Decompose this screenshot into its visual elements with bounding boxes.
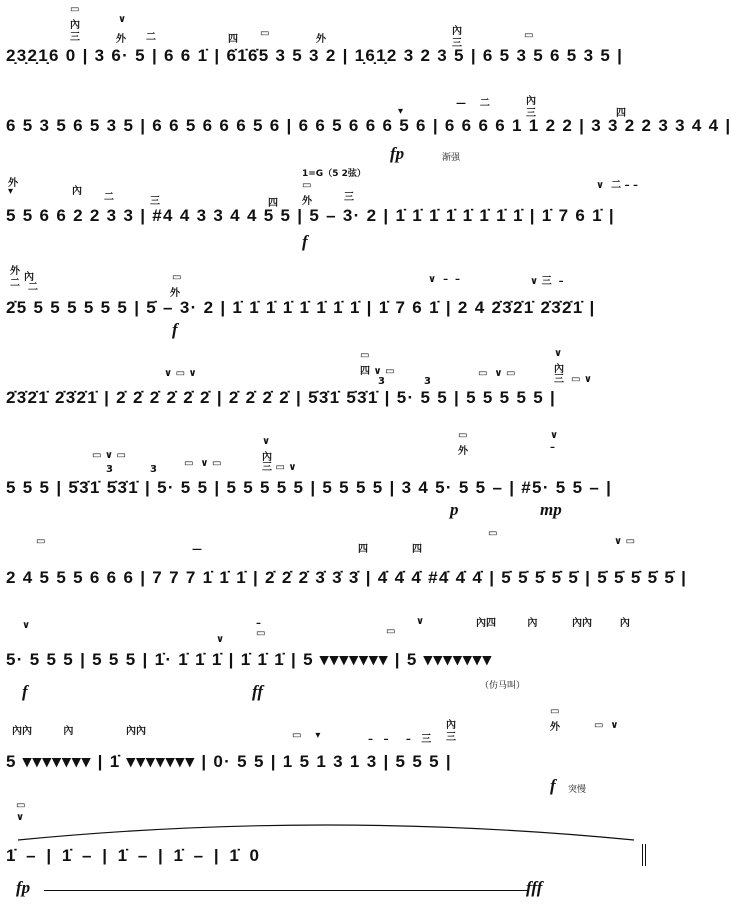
line-4-notes: 2̇5 5 5 5 5 5 5 | 5̇ – 3· 2 | 1̇ 1̇ 1̇ 1̇ 1̇ 1̇ 1̇ 1̇ | 1̇ 7 6 1̇ | 2 4 2̇3̇2̇1̇ 2̇3̇2̇1̇ | — [6, 298, 596, 317]
dynamic-fff: fff — [526, 878, 543, 897]
staff-line-6: ▭ ∨ ▭ 3 3 ▭ ∨ ▭ ∨ 內 三 ▭ ∨ ▭ 外 ∨ – 5 5 5 | 5̇3̇1̇ 5̇3̇1̇ | 5· 5 5 | 5 5 5 5 5 | 5 5 5 5 | 3 4 5· 5 5 – | #5· 5 5 – | p mp — [6, 430, 613, 519]
final-barline — [642, 844, 649, 866]
dynamic-fp-2: fp — [16, 878, 31, 897]
crescendo-text: 渐强 — [442, 153, 461, 163]
sudden-slow-text: 突慢 — [568, 785, 587, 795]
crescendo-line — [44, 890, 528, 891]
dynamic-f: f — [302, 232, 308, 251]
line-7-notes: 2 4 5 5 5 6 6 6 | 7 7 7 1̇ 1̇ 1̇ | 2̇ 2̇ 2̇ 3̇ 3̇ 3̇ | 4̇ 4̇ 4̇ #4̇ 4̇ 4̇ | 5̇ 5̇ 5̇ 5̇ 5̇ | 5̇ 5̇ 5̇ 5̇ 5̇ | — [6, 568, 688, 587]
line-1-notes: 2̣3̣2̣1̣6 0 | 3 6· 5 | 6 6 1̇ | 6̇1̇6̇5 3 5 3 2 | 1̣6̣1̣2 3 2 3 5 | 6 5 3 5 6 5 3 5 | — [6, 46, 624, 65]
staff-line-9: 內內 內 內內 ▭ ▾ – – – 三 內 三 ▭ 外 ▭ ∨ 5 ▾▾▾▾▾▾▾ | 1̇ ▾▾▾▾▾▾▾ | 0· 5 5 | 1 5 1 3 1 3 | 5 5 5 | f 突慢 — [6, 706, 619, 795]
line-6-notes: 5 5 5 | 5̇3̇1̇ 5̇3̇1̇ | 5· 5 5 | 5 5 5 5 5 | 5 5 5 5 | 3 4 5· 5 5 – | #5· 5 5 – | — [6, 478, 613, 497]
line-10-notes: 1̇ – | 1̇ – | 1̇ – | 1̇ – | 1̇ 0 — [6, 846, 262, 865]
dynamic-f-4: f — [550, 776, 556, 795]
dynamic-fp: fp — [390, 144, 405, 163]
staff-line-2: — 二 內 三 四 ▾ 6 5 3 5 6 5 3 5 | 6 6 5 6 6 6 5 6 | 6 6 5 6 6 6 5 6 | 6 6 6 6 1 1 2 2 | 3 3 2 2 3 3 4 4 | fp 渐强 — [6, 96, 731, 163]
staff-line-7: ▭ — 四 四 ▭ ∨ ▭ 2 4 5 5 5 6 6 6 | 7 7 7 1̇ 1̇ 1̇ | 2̇ 2̇ 2̇ 3̇ 3̇ 3̇ | 4̇ 4̇ 4̇ #4̇ 4̇ 4̇ | 5̇ 5̇ 5̇ 5̇ 5̇ | 5̇ 5̇ 5̇ 5̇ 5̇ | — [6, 528, 688, 587]
staff-line-4: 外 二 內 二 ▭ 外 ∨ – – ∨ 三 – 2̇5 5 5 5 5 5 5 | 5̇ – 3· 2 | 1̇ 1̇ 1̇ 1̇ 1̇ 1̇ 1̇ 1̇ | 1̇ 7 6 1̇ | 2 4 2̇3̇2̇1̇ 2̇3̇2̇1̇ | f — [6, 266, 596, 339]
dynamic-ff: ff — [252, 682, 264, 701]
staff-line-1: ▭ 內 三 ∨ 外 二 四 ▭ 外 內 三 ▭ 2̣3̣2̣1̣6 0 | 3 6· 5 | 6 6 1̇ | 6̇1̇6̇5 3 5 3 2 | 1̣6̣1̣2 3 2 3 5 | 6 5 3 5 6 5 3 5 | — [6, 4, 624, 65]
line-2-notes: 6 5 3 5 6 5 3 5 | 6 6 5 6 6 6 5 6 | 6 6 5 6 6 6 5 6 | 6 6 6 6 1 1 2 2 | 3 3 2 2 3 3 4 4 | — [6, 116, 731, 135]
dynamic-p: p — [450, 500, 459, 519]
line-5-notes: 2̇3̇2̇1̇ 2̇3̇2̇1̇ | 2̇ 2̇ 2̇ 2̇ 2̇ 2̇ | 2̇ 2̇ 2̇ 2̇ | 5̇3̇1̇ 5̇3̇1̇ | 5· 5 5 | 5 5 5 5 5 | — [6, 388, 557, 407]
imitate-horse-text: （仿马叫） — [480, 681, 526, 691]
staff-line-5: ∨ ▭ ∨ ▭ 四 ∨ ▭ 3 3 ▭ ∨ ▭ ∨ 內 三 ▭ ∨ 2̇3̇2̇1̇ 2̇3̇2̇1̇ | 2̇ 2̇ 2̇ 2̇ 2̇ 2̇ | 2̇ 2̇ 2̇ 2̇ | 5̇3̇1̇ 5̇3̇1̇ | 5· 5 5 | 5 5 5 5 5 | — [6, 348, 593, 407]
line-3-notes: 5 5 6 6 2 2 3 3 | #4 4 3 3 4 4 5 5 | 5 – 3· 2 | 1̇ 1̇ 1̇ 1̇ 1̇ 1̇ 1̇ 1̇ | 1̇ 7 6 1̇ | — [6, 206, 615, 225]
staff-line-10: ▭ ∨ 1̇ – | 1̇ – | 1̇ – | 1̇ – | 1̇ 0 fp fff — [6, 800, 648, 920]
dynamic-f-3: f — [22, 682, 28, 701]
line-9-notes: 5 ▾▾▾▾▾▾▾ | 1̇ ▾▾▾▾▾▾▾ | 0· 5 5 | 1 5 1 3 1 3 | 5 5 5 | — [6, 752, 452, 771]
key-signature: 1=G（5 2弦） — [302, 169, 366, 179]
dynamic-f-2: f — [172, 320, 178, 339]
dynamic-mp: mp — [540, 500, 562, 519]
line-8-notes: 5· 5 5 5 | 5 5 5 | 1̇· 1̇ 1̇ 1̇ | 1̇ 1̇ 1̇ | 5 ▾▾▾▾▾▾▾ | 5 ▾▾▾▾▾▾▾ — [6, 650, 493, 669]
staff-line-3: 外 ▾ 內 二 三 四 1=G（5 2弦） ▭ 外 三 ∨ 二 – – 5 5 6 6 2 2 3 3 | #4 4 3 3 4 4 5 5 | 5 – 3· 2 | 1̇ 1̇ 1̇ 1̇ 1̇ 1̇ 1̇ 1̇ | 1̇ 7 6 1̇ | f — [6, 166, 648, 258]
staff-line-8: ∨ ∨ – ▭ ▭ ∨ 內四 內 內內 內 5· 5 5 5 | 5 5 5 | 1̇· 1̇ 1̇ 1̇ | 1̇ 1̇ 1̇ | 5 ▾▾▾▾▾▾▾ | 5 ▾▾▾▾▾▾▾ f ff （仿马叫） — [6, 616, 630, 701]
